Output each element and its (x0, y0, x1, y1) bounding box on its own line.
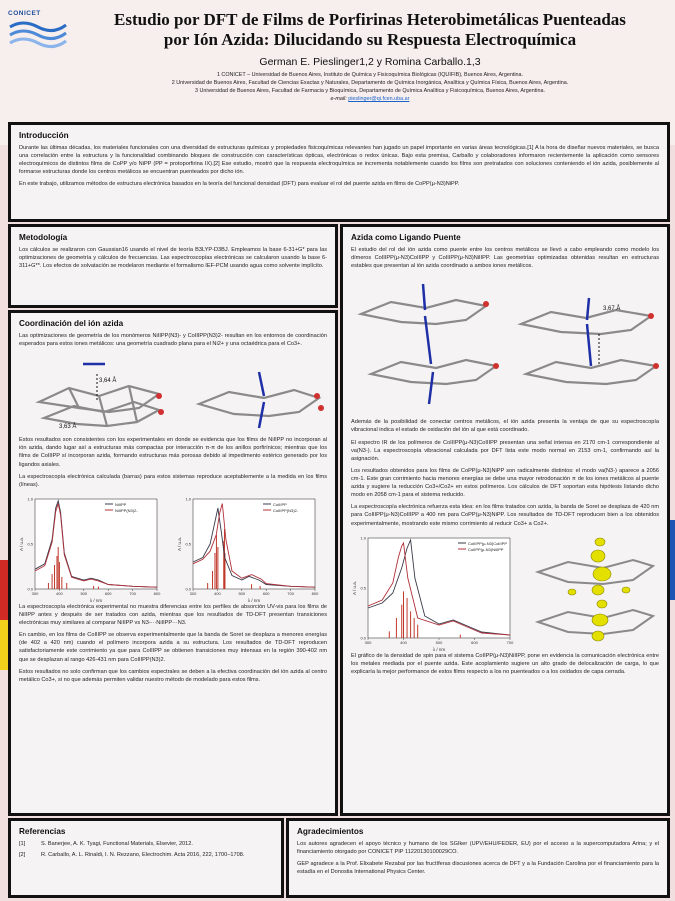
legend-label: NiIIPP (115, 501, 127, 507)
x-tick-label: 300 (364, 639, 372, 645)
acknowledgments-paragraph-2: GEP agradece a la Prof. Elixabete Rezabal por las fructíferas discusiones acerca de DFT y a la Fundación Carolina por el financiamiento para la estadía en el Donostia International Physics Center. (297, 861, 659, 876)
azide-paragraph-5: La espectroscopía electrónica refuerza esta idea: en los films tratados con azida, la banda de Soret se desplaza de 420 nm para CoIIIPP(μ-N3)CoIIIPP a 400 nm para CoPP(μ-N3)NiPP. Los resultados de TD-DFT reproducen bien a los obtenidos experimentalmente, mostrando este mismo corrimiento al reducir Co3+ a Co2+. (351, 504, 659, 527)
distance-label-1: 3,64 Å (99, 378, 117, 385)
affiliation-3: 3 Universidad de Buenos Aires, Facultad de Farmacia y Bioquímica, Departamento de Química Analítica y Fisicoquímica, Buenos Aires, Argentina. (195, 88, 545, 95)
x-tick-label: 500 (435, 639, 443, 645)
acknowledgments-paragraph-1: Los autores agradecen el apoyo técnico y humano de los SGIker (UPV/EHU/FEDER, EU) por el acceso a la supercomputadora Arina; y el financiamiento otorgado por CONICET PIP 11220130100029CO. (297, 841, 659, 856)
x-tick-label: 800 (153, 590, 161, 596)
x-tick-label: 400 (400, 639, 407, 645)
azide-bridge-heading: Azida como Ligando Puente (351, 233, 461, 242)
x-tick-label: 800 (311, 590, 319, 596)
reference-number: [1] (19, 841, 26, 847)
poster-title (70, 10, 670, 49)
x-tick-label: 600 (104, 590, 112, 596)
x-tick-label: 300 (189, 590, 197, 596)
x-tick-label: 700 (287, 590, 294, 596)
references-heading: Referencias (19, 827, 66, 836)
affiliation-1: 1 CONICET – Universidad de Buenos Aires, Instituto de Química y Fisicoquímica Biológicas (IQUIFIB), Buenos Aires, Argentina. (216, 72, 524, 78)
copp-n3-molecule (199, 390, 319, 416)
azide-paragraph-2: Además de la posibilidad de conectar centros metálicos, el ión azida presenta la ventaja de que su espectroscopía vibracional indica el estado de oxidación del ión al que está coordinado. (351, 419, 659, 434)
email-label: e-mail: (330, 96, 347, 103)
azide-paragraph-3: El espectro IR de los polímeros de CoIIIPP(μ-N3)CoIIIPP presentan una señal intensa en 2170 cm-1 correspondiente al νa(N3-). La espectroscopía vibracional calculada por DFT lista este modo normal en 2153 cm-1, confirmando así la asignación. (351, 439, 659, 462)
y-tick-label: 0.0 (185, 586, 191, 592)
y-axis-label: A / u.a. (352, 580, 357, 595)
y-tick-label: 0.5 (185, 541, 191, 547)
legend-label: NiIIPP(N3)2- (115, 507, 138, 513)
azide-paragraph-1: El estudio del rol del ión azida como puente entre los centros metálicos se llevó a cabo empleando como modelo los dímeros CoIIIPP(μ-N3)CoIIIPP y CoIIIPP(μ-N3)NiIIPP. Las geometrías optimizadas obtenidas resultan en estructuras estables que presentan al ión azida coordinado a ambos iones metálicos. (351, 247, 659, 270)
logo-text: CONICET (8, 10, 41, 17)
reference-item (19, 851, 273, 859)
x-tick-label: 700 (129, 590, 136, 596)
spin-lobes (568, 538, 630, 641)
y-tick-label: 0.5 (360, 585, 366, 591)
legend-label: CoIIIPP(N3)2- (273, 507, 299, 513)
logo-waves-icon (8, 17, 68, 51)
x-tick-label: 400 (214, 590, 221, 596)
y-tick-label: 1.0 (27, 496, 33, 502)
x-tick-label: 400 (56, 590, 63, 596)
coordination-paragraph-1: Las optimizaciones de geometría de los monómeros NiIIPP(N3)- y CoIIIPP(N3)2- resultan en los entornos de coordinación esperados para estos iones metálicos: una geometría cuadrado plana para el Ni2+ y una octaédrica para el Co3+. (19, 333, 327, 348)
coordination-paragraph-3: La espectroscopía electrónica calculada (barras) para estos sistemas reproduce aceptablemente a la medida en los films (líneas). (19, 473, 327, 488)
coordination-panel (8, 310, 338, 816)
authors: German E. Pieslinger1,2 y Romina Carballo.1,3 (259, 56, 481, 68)
y-axis-label: A / u.a. (177, 536, 182, 551)
intro-panel (8, 122, 670, 222)
plot-frame (35, 499, 157, 589)
coordination-paragraph-6: Estos resultados no solo confirman que los cambios espectrales se deben a la efectiva coordinación del ión azida al centro metálico Co3+, si no que además permiten validar nuestro método de modelado para estos films. (19, 668, 327, 683)
intro-paragraph-2: En este trabajo, utilizamos métodos de estructura electrónica basados en la teoría del funcional densidad (DFT) para evaluar el rol del puente azida en films de CoPP(μ-N3)NiPP. (19, 181, 460, 188)
reference-text: S. Banerjee, A. K. Tyagi, Functional Materials, Elsevier, 2012. (41, 841, 193, 847)
conicet-logo (8, 10, 70, 54)
x-axis-label: λ / nm (432, 646, 446, 652)
coordination-paragraph-5: En cambio, en los films de CoIIIPP se observa experimentalmente que la banda de Soret se desplaza a menores energías (de 402 a 420 nm) cuando el polímero incorpora azida a su estructura. Los resultados de TD-DFT reproducen satisfactoriamente este corrimiento ya que para CoIIIPP se obtienen transiciones muy intensas en la región 390-402 nm que se desplazan al rango 426-431 nm para CoIIIPP(N3)2. (19, 632, 327, 663)
reference-item (19, 840, 273, 848)
dimer-structures-figure (351, 274, 663, 414)
reference-number: [2] (19, 852, 26, 859)
coordination-heading: Coordinación del ión azida (19, 319, 124, 328)
acknowledgments-panel (286, 818, 670, 898)
x-axis-label: λ / nm (89, 597, 103, 603)
reference-text: R. Carballo, A. L. Rinaldi, I. N. Rezzano, Electrochim. Acta 2016, 222, 1700–1708. (41, 852, 245, 859)
email-link[interactable]: pieslinger@qi.fcen.uba.ar (348, 96, 410, 103)
coordination-paragraph-2: Estos resultados son consistentes con los experimentales en donde se evidencia que los films de NiIIPP no incorporan al ión azida, dando lugar así a estructuras más compactas por interacción π-π de los anillos porfirínicos; mientras que los films de CoIIIPP sí incorporan azida, formando estructuras más porosas debido al impedimento estérico generado por los ligandos axiales. (19, 437, 327, 468)
acknowledgments-heading: Agradecimientos (297, 827, 364, 836)
dimer-distance-label: 3,67 Å (603, 306, 621, 313)
methodology-heading: Metodología (19, 233, 68, 242)
y-axis-label: A / u.a. (19, 536, 24, 551)
methodology-paragraph: Los cálculos se realizaron con Gaussian16 usando el nivel de teoría B3LYP-D3BJ. Empleamos la base 6-31+G* para las optimizaciones de geometría y cálculos de frecuencias. Las espectroscopías electrónicas se calcularon usando la base 6-311+G**. Los efectos de solvatación se modelaron mediante el formalismo IEF-PCM usando agua como solvente implícito. (19, 247, 327, 270)
azide-bridge-panel (340, 224, 670, 816)
x-tick-label: 300 (31, 590, 39, 596)
co-uvvis-chart (177, 493, 327, 603)
azide-paragraph-4: Los resultados obtenidos para los films de CoPP(μ-N3)NiPP son radicalmente distintos: el modo νa(N3-) aparece a 2056 cm-1. Este gran corrimiento hacia menores energías se debe una mayor retrodonación π de los iones metálicos al puente azida y sugiere la reducción Co3+/Co2+ en estos polímeros. Los cálculos de DFT soportan esta hipótesis listando dicho modo en 2058 cm-1 para el sistema reducido. (351, 467, 659, 499)
monomer-structures-figure (19, 352, 329, 432)
references-panel (8, 818, 284, 898)
y-tick-label: 1.0 (360, 535, 366, 541)
title-line-1: Estudio por DFT de Films de Porfirinas Heterobimetálicas Puenteadas (114, 10, 626, 29)
distance-label-2: 3,63 Å (59, 424, 77, 431)
azide-paragraph-6: El gráfico de la densidad de spin para el sistema CoIIPP(μ-N3)NiIIPP, pone en evidencia la comunicación electrónica entre los metales mediada por el puente azida. Este acoplamiento sugiere un alto grado de delocalización de carga, lo que explicaría la mejor performance de estos films respecto a los no puenteados o a los oxidados de capa cerrada. (351, 652, 659, 675)
legend-label: CoIIIPP (273, 501, 287, 507)
dimer-uvvis-chart (352, 532, 522, 652)
x-tick-label: 600 (262, 590, 270, 596)
title-line-2: por Ión Azida: Dilucidando su Respuesta Electroquímica (163, 29, 577, 49)
x-axis-label: λ / nm (247, 597, 261, 603)
y-tick-label: 0.5 (27, 541, 33, 547)
nipp-stack-molecule (39, 386, 159, 426)
y-tick-label: 1.0 (185, 496, 191, 502)
methodology-panel (8, 224, 338, 308)
intro-paragraph-1: Durante las últimas décadas, los materiales funcionales con una diversidad de estructuras químicas y propiedades fisicoquímicas relevantes han jugado un papel importante en varias áreas tecnológicas.[1] A la hora de diseñar nuevos materiales, se busca una correlación entre la estructura y la funcionalidad combinando bloques de construcción con características ópticas, electrónicas o redox únicas. Bajo esta premisa, Carballo y colaboradores informaron recientemente la aplicación como sensores electroquímicos de distintos films de CoPP y/o NiPP (PP = protoporfirina IX).[2] Ese estudio, mostró que la respuesta electroquímica se incrementa notablemente cuando los films son pretratados con soluciones conteniendo el ión azida, posiblemente al formarse estructuras donde los centros metálicos se encuentran puenteados por dicho ión. (19, 145, 659, 176)
ni-uvvis-chart (19, 493, 169, 603)
affiliation-2: 2 Universidad de Buenos Aires, Facultad de Ciencias Exactas y Naturales, Departamento de Química Inorgánica, Analítica y Química Física, Buenos Aires, Argentina. (171, 80, 569, 87)
spin-density-figure (528, 532, 658, 652)
y-tick-label: 0.0 (360, 635, 366, 641)
x-tick-label: 600 (471, 639, 478, 645)
y-tick-label: 0.0 (27, 586, 33, 592)
x-tick-label: 500 (80, 590, 88, 596)
intro-heading: Introducción (19, 131, 69, 140)
legend-label: CoIIPP(μ-N3)NiIIPP (468, 546, 504, 552)
affiliations (70, 71, 670, 103)
email-line (70, 95, 670, 103)
coordination-paragraph-4: La espectroscopía electrónica experimental no muestra diferencias entre los perfiles de absorción UV-vis para los films de NiIIPP antes y después de ser tratados con azida, mientras que los resultados de TD-DFT presentan transiciones electrónicas muy similares al comparar NiIIPP vs N3-···NiIIPP···N3. (19, 603, 327, 627)
x-tick-label: 700 (506, 639, 514, 645)
x-tick-label: 500 (238, 590, 246, 596)
legend-label: CoIIIPP(μ-N3)CoIIIPP (468, 540, 507, 546)
